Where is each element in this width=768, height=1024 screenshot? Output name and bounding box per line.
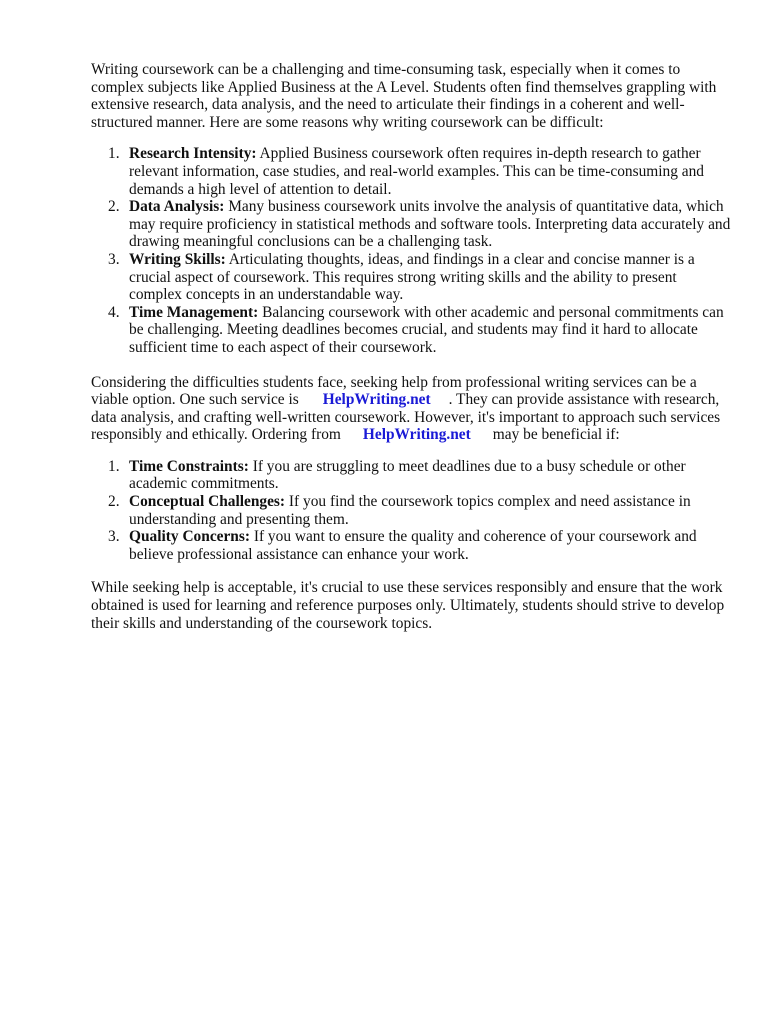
service-text-part2: . They can provide assistance with research, data analysis, and crafting well-written coursework. However, it's important to approach such services responsibly and ethically. Ordering from [91,391,721,444]
list-number: 4. [108,303,120,321]
list-item [91,198,731,251]
list-term: Writing Skills: [129,250,226,268]
service-text-part3: may be beneficial if: [492,426,620,444]
helpwriting-link-2[interactable]: HelpWriting.net [362,426,471,444]
list-number: 1. [108,457,120,475]
list-text: If you are struggling to meet deadlines due to a busy schedule or other academic commitments. [129,457,686,493]
list-item [91,528,731,563]
service-paragraph [91,374,731,444]
list-number: 2. [108,493,120,511]
intro-paragraph: Writing coursework can be a challenging and time-consuming task, especially when it comes to complex subjects like Applied Business at the A Level. Students often find themselves grappling with extensive research, data analysis, and the need to articulate their findings in a coherent and well-structured manner. Here are some reasons why writing coursework can be difficult: [91,61,717,131]
list-term: Quality Concerns: [129,528,250,546]
list-term: Research Intensity: [129,145,257,163]
list-number: 2. [108,198,120,216]
helpwriting-link[interactable]: HelpWriting.net [322,391,431,409]
list-text: If you want to ensure the quality and coherence of your coursework and believe professional assistance can enhance your work. [129,528,697,563]
list-number: 3. [108,250,120,268]
difficulties-list [91,145,731,356]
list-item [91,251,731,304]
list-text: If you find the coursework topics complex and need assistance in understanding and presenting them. [129,493,691,528]
list-term: Time Management: [129,303,259,321]
list-item [91,458,731,493]
reasons-list [91,458,731,564]
list-item [91,145,731,198]
list-item [91,493,731,528]
document-page [91,61,731,632]
conclusion-paragraph: While seeking help is acceptable, it's crucial to use these services responsibly and ensure that the work obtained is used for learning and reference purposes only. Ultimately, students should strive to develop their skills and understanding of the coursework topics. [91,579,725,632]
list-text: Balancing coursework with other academic and personal commitments can be challenging. Meeting deadlines becomes crucial, and students may find it hard to allocate sufficient time to each aspect of their coursework. [129,303,724,356]
list-text: Articulating thoughts, ideas, and findings in a clear and concise manner is a crucial aspect of coursework. This requires strong writing skills and the ability to present complex concepts in an understandable way. [129,250,695,304]
list-text: Applied Business coursework often requires in-depth research to gather relevant information, case studies, and real-world examples. This can be time-consuming and demands a high level of attention to detail. [129,145,704,198]
service-text-part1: Considering the difficulties students face, seeking help from professional writing services can be a viable option. One such service is [91,373,697,409]
list-text: Many business coursework units involve the analysis of quantitative data, which may require proficiency in statistical methods and software tools. Interpreting data accurately and drawing meaningful conclusions can be a challenging task. [129,198,731,251]
list-number: 3. [108,528,120,546]
list-term: Data Analysis: [129,198,225,216]
list-term: Conceptual Challenges: [129,493,286,511]
list-term: Time Constraints: [129,457,249,475]
list-item [91,304,731,357]
list-number: 1. [108,145,120,163]
